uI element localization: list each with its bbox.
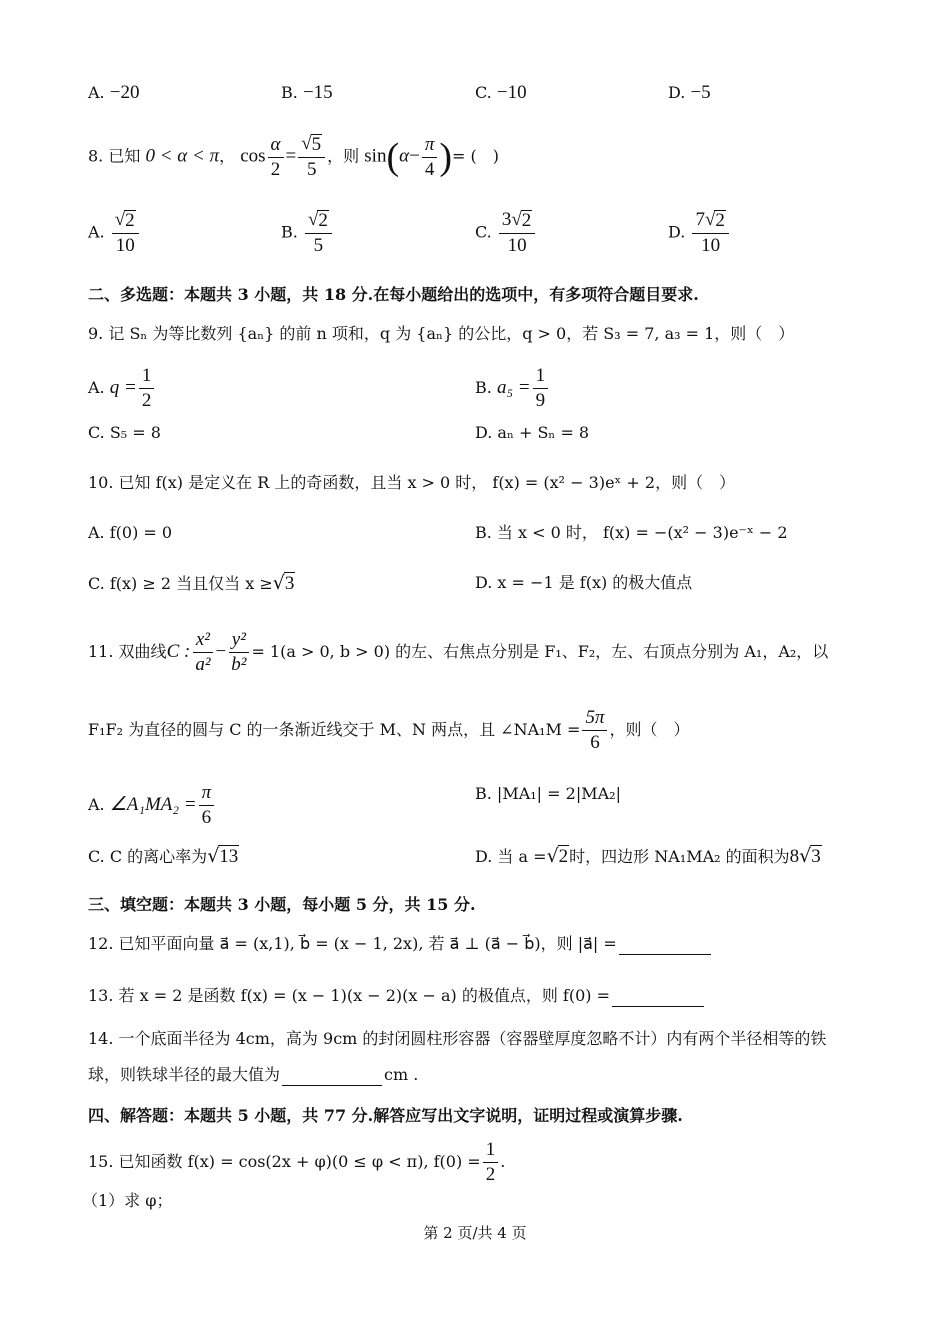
q8-sqrt5-over-5: √ 5 5 — [298, 134, 325, 180]
section-2-heading: 二、多选题：本题共 3 小题，共 18 分.在每小题给出的选项中，有多项符合题目要求. — [88, 285, 699, 304]
q14-answer-blank[interactable] — [282, 1085, 382, 1086]
q11-option-b: B. |MA₁| = 2|MA₂| — [475, 784, 621, 803]
q11-stem-line2: F₁F₂ 为直径的圆与 C 的一条渐近线交于 M、N 两点，且 ∠NA₁M = $\frac{5\pi}{6}$ ，则（ ） — [88, 707, 690, 753]
q7-option-b: B. −15 — [281, 82, 333, 103]
q9-option-c: C. S₅ = 8 — [88, 423, 161, 442]
q9-option-d: D. aₙ + Sₙ = 8 — [475, 423, 590, 442]
q15-stem: 15. 已知函数 f(x) = cos(2x + φ)(0 ≤ φ < π), f(0) = $\frac{1}{2}$ . — [88, 1139, 506, 1185]
q12: 12. 已知平面向量 a⃗ = (x,1), b⃗ = (x − 1, 2x), 若 a⃗ ⊥ (a⃗ − b⃗)，则 |a⃗| = — [88, 933, 713, 955]
q11-option-a: A. ∠A₁MA₂ = $\frac{\pi}{6}$ — [88, 783, 216, 828]
q7-option-c: C. −10 — [475, 82, 527, 103]
q9-option-a: A. q = $\frac{1}{2}$ — [88, 366, 156, 411]
q14-line1: 14. 一个底面半径为 4cm，高为 9cm 的封闭圆柱形容器（容器壁厚度忽略不计）内有两个半径相等的铁 — [88, 1029, 827, 1048]
q15-part1: （1）求 φ； — [82, 1191, 173, 1210]
q10-stem: 10. 已知 f(x) 是定义在 R 上的奇函数，且当 x > 0 时， f(x) = (x² − 3)eˣ + 2，则（ ） — [88, 473, 736, 492]
q7-option-a: A. −20 — [88, 82, 140, 103]
q11-option-d: D. 当 a = √ 2 时，四边形 NA₁MA₂ 的面积为8 √ 3 — [475, 845, 821, 867]
q12-answer-blank[interactable] — [619, 954, 711, 955]
q8-option-b: B. √ 2 5 — [281, 210, 334, 256]
page-footer: 第 2 页/共 4 页 — [423, 1224, 527, 1242]
q8-option-a: A. √ 2 10 — [88, 210, 141, 256]
q8-stem: 8. 已知 0 < α < π， cos $\frac{\alpha}{2}$ = √ 5 5 ，则 sin(α− $\frac{\pi}{4}$ )= ( ) — [88, 133, 499, 180]
q14-line2: 球，则铁球半径的最大值为 cm . — [88, 1065, 419, 1084]
q9-stem: 9. 记 Sₙ 为等比数列 {aₙ} 的前 n 项和，q 为 {aₙ} 的公比，q > 0，若 S₃ = 7, a₃ = 1，则（ ） — [88, 324, 795, 343]
q10-option-d: D. x = −1 是 f(x) 的极大值点 — [475, 573, 693, 592]
section-4-heading: 四、解答题：本题共 5 小题，共 77 分.解答应写出文字说明，证明过程或演算步骤. — [88, 1106, 683, 1125]
q10-option-a: A. f(0) = 0 — [88, 523, 173, 542]
q11-stem-line1: 11. 双曲线C : $\frac{\text{x²}}{\text{a²}}$ − $\frac{\text{y²}}{\text{b²}}$ = 1(a > 0, b > 0) 的左、右焦点分别是 F₁、F₂，左、右顶点分别为 A₁，A₂，以 — [88, 629, 829, 675]
q11-option-c: C. C 的离心率为 √ 13 — [88, 845, 239, 867]
q8-alpha-half: $\frac{\alpha}{2}$ — [268, 135, 284, 180]
q7-option-d: D. −5 — [668, 82, 711, 103]
q13: 13. 若 x = 2 是函数 f(x) = (x − 1)(x − 2)(x − a) 的极值点，则 f(0) = — [88, 985, 706, 1007]
q8-option-d: D. 7 √ 2 10 — [668, 210, 731, 256]
q13-answer-blank[interactable] — [612, 1006, 704, 1007]
q10-option-c: C. f(x) ≥ 2 当且仅当 x ≥ √ 3 — [88, 572, 295, 594]
q10-option-b: B. 当 x < 0 时， f(x) = −(x² − 3)e⁻ˣ − 2 — [475, 523, 788, 542]
section-3-heading: 三、填空题：本题共 3 小题，每小题 5 分，共 15 分. — [88, 895, 476, 914]
q9-option-b: B. a₅ = $\frac{1}{9}$ — [475, 366, 550, 411]
q8-pi-over-4: $\frac{\pi}{4}$ — [422, 135, 438, 180]
q8-option-c: C. 3 √ 2 10 — [475, 210, 537, 256]
